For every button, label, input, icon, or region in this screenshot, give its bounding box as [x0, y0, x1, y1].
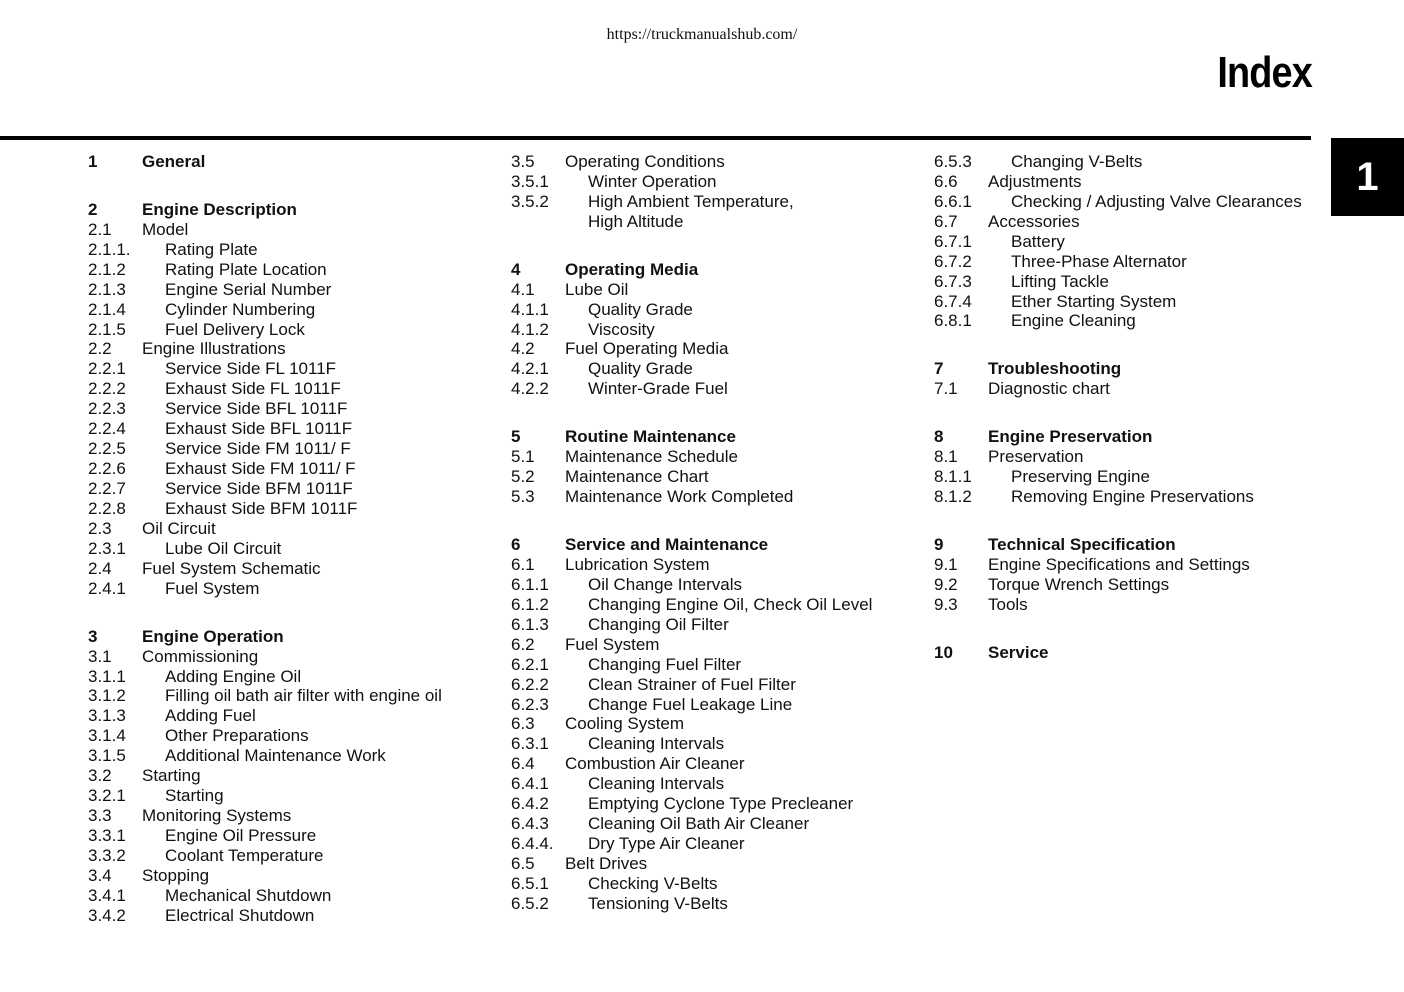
index-entry[interactable] [511, 615, 872, 635]
index-entry[interactable] [88, 886, 442, 906]
index-entry[interactable] [88, 379, 442, 399]
index-entry[interactable] [88, 220, 442, 240]
entry-number: 6.4 [511, 754, 535, 774]
entry-label: Technical Specification [988, 535, 1176, 555]
entry-number: 6.7.2 [934, 251, 972, 271]
entry-label: Winter Operation [588, 171, 717, 191]
entry-label: Changing Fuel Filter [588, 654, 742, 674]
index-entry[interactable] [511, 340, 872, 360]
entry-number: 2.1.5 [88, 319, 126, 339]
entry-label: Stopping [142, 865, 210, 885]
entry-label: Rating Plate [165, 239, 258, 259]
entry-label: Operating Conditions [565, 151, 725, 171]
index-entry[interactable] [511, 487, 872, 507]
entry-number: 2.2 [88, 339, 112, 359]
entry-label: Rating Plate Location [165, 259, 327, 279]
entry-label: Oil Circuit [142, 518, 216, 538]
section-gap [88, 599, 442, 627]
entry-label: Viscosity [588, 319, 655, 339]
section-gap [511, 232, 872, 260]
entry-label: Emptying Cyclone Type Precleaner [588, 794, 854, 814]
index-chapter-heading[interactable] [934, 427, 1302, 447]
index-entry[interactable] [511, 854, 872, 874]
index-entry[interactable] [511, 575, 872, 595]
index-entry[interactable] [511, 695, 872, 715]
entry-number: 6.2.1 [511, 654, 549, 674]
entry-label: Starting [142, 766, 201, 786]
entry-number: 8.1.1 [934, 467, 972, 487]
index-entry[interactable] [88, 300, 442, 320]
index-entry[interactable] [934, 555, 1302, 575]
entry-label: Dry Type Air Cleaner [588, 834, 745, 854]
entry-number: 2.1.2 [88, 259, 126, 279]
entry-label: Tools [988, 594, 1028, 614]
entry-number: 2.3 [88, 518, 112, 538]
entry-label: Lifting Tackle [1011, 271, 1109, 291]
index-entry[interactable] [511, 754, 872, 774]
index-entry[interactable] [88, 539, 442, 559]
entry-number: 6.4.2 [511, 794, 549, 814]
entry-number: 6.7 [934, 211, 958, 231]
entry-number: 6.5.2 [511, 893, 549, 913]
entry-number: 6.7.1 [934, 231, 972, 251]
index-chapter-heading[interactable] [88, 200, 442, 220]
index-entry[interactable] [88, 359, 442, 379]
entry-label: Engine Illustrations [142, 339, 286, 359]
entry-number: 8 [934, 427, 944, 447]
source-url: https://truckmanualshub.com/ [606, 26, 798, 43]
index-entry[interactable] [88, 846, 442, 866]
entry-number: 6.7.4 [934, 291, 972, 311]
entry-label: Fuel Operating Media [565, 339, 729, 359]
entry-number: 5.3 [511, 487, 535, 507]
entry-label: Cylinder Numbering [165, 299, 316, 319]
entry-number: 3.4.1 [88, 885, 126, 905]
entry-number: 6 [511, 535, 521, 555]
entry-label: Combustion Air Cleaner [565, 754, 745, 774]
entry-label: Quality Grade [588, 359, 693, 379]
entry-number: 1 [88, 151, 98, 171]
index-entry[interactable] [511, 794, 872, 814]
index-entry[interactable] [511, 212, 872, 232]
entry-number: 3.4 [88, 865, 112, 885]
entry-number: 6.1.2 [511, 594, 549, 614]
entry-label: Adding Engine Oil [165, 666, 302, 686]
entry-number: 3.1.3 [88, 706, 126, 726]
index-entry[interactable] [934, 272, 1302, 292]
entry-label: Starting [165, 786, 224, 806]
page-title: Index [1217, 48, 1312, 97]
entry-number: 2.2.5 [88, 439, 126, 459]
entry-number: 2.1.3 [88, 279, 126, 299]
entry-label: Mechanical Shutdown [165, 885, 332, 905]
entry-label: Fuel System Schematic [142, 558, 321, 578]
index-entry[interactable] [934, 467, 1302, 487]
index-entry[interactable] [88, 647, 442, 667]
entry-number: 6.3 [511, 714, 535, 734]
entry-number: 3.1.5 [88, 746, 126, 766]
index-entry[interactable] [88, 786, 442, 806]
entry-label: Service [988, 642, 1049, 662]
entry-number: 3.4.2 [88, 905, 126, 925]
entry-label: Cleaning Intervals [588, 774, 725, 794]
index-entry[interactable] [88, 280, 442, 300]
entry-label: Lubrication System [565, 554, 710, 574]
entry-number: 6.1.3 [511, 614, 549, 634]
index-entry[interactable] [88, 667, 442, 687]
entry-number: 2.2.6 [88, 459, 126, 479]
entry-label: Maintenance Schedule [565, 447, 738, 467]
entry-number: 5.1 [511, 447, 535, 467]
entry-number: 4.1.2 [511, 319, 549, 339]
entry-label: Service Side BFM 1011F [165, 479, 353, 499]
entry-label: Monitoring Systems [142, 806, 292, 826]
entry-number: 5.2 [511, 467, 535, 487]
index-chapter-heading[interactable] [934, 535, 1302, 555]
entry-number: 6.6.1 [934, 191, 972, 211]
entry-label: Engine Oil Pressure [165, 826, 317, 846]
entry-number: 9.1 [934, 554, 958, 574]
entry-number: 6.8.1 [934, 311, 972, 331]
entry-label: Filling oil bath air filter with engine oil [165, 686, 442, 706]
entry-label: Torque Wrench Settings [988, 574, 1170, 594]
index-entry[interactable] [88, 906, 442, 926]
entry-number: 4.2 [511, 339, 535, 359]
index-entry[interactable] [934, 152, 1302, 172]
entry-label: High Ambient Temperature, [588, 191, 794, 211]
entry-label: Belt Drives [565, 854, 648, 874]
entry-label: Commissioning [142, 646, 259, 666]
entry-label: Service Side BFL 1011F [165, 399, 348, 419]
entry-label: Fuel System [165, 578, 260, 598]
index-entry[interactable] [511, 447, 872, 467]
index-entry[interactable] [511, 300, 872, 320]
index-entry[interactable] [88, 559, 442, 579]
entry-label: Cooling System [565, 714, 685, 734]
entry-number: 6.4.3 [511, 814, 549, 834]
index-entry[interactable] [88, 806, 442, 826]
entry-label: Additional Maintenance Work [165, 746, 386, 766]
entry-number: 2.2.3 [88, 399, 126, 419]
entry-label: Three-Phase Alternator [1011, 251, 1187, 271]
section-gap [934, 331, 1302, 359]
entry-number: 9.3 [934, 594, 958, 614]
entry-number: 3.1.1 [88, 666, 126, 686]
index-entry[interactable] [88, 240, 442, 260]
entry-number: 3.1 [88, 646, 112, 666]
chapter-tab: 1 [1331, 138, 1404, 216]
entry-number: 9 [934, 535, 944, 555]
entry-number: 6.3.1 [511, 734, 549, 754]
index-chapter-heading[interactable] [511, 535, 872, 555]
entry-label: Removing Engine Preservations [1011, 487, 1254, 507]
index-entry[interactable] [934, 379, 1302, 399]
entry-label: Winter-Grade Fuel [588, 379, 728, 399]
index-entry[interactable] [88, 519, 442, 539]
entry-number: 2.2.4 [88, 419, 126, 439]
entry-number: 6.2.2 [511, 674, 549, 694]
entry-label: Change Fuel Leakage Line [588, 694, 793, 714]
index-entry[interactable] [934, 487, 1302, 507]
entry-number: 8.1.2 [934, 487, 972, 507]
entry-label: Lube Oil [565, 279, 629, 299]
entry-label: Accessories [988, 211, 1080, 231]
entry-label: Changing Oil Filter [588, 614, 729, 634]
entry-label: General [142, 151, 206, 171]
index-entry[interactable] [934, 252, 1302, 272]
entry-label: Maintenance Work Completed [565, 487, 794, 507]
index-entry[interactable] [934, 192, 1302, 212]
index-entry[interactable] [934, 312, 1302, 332]
entry-label: Service Side FL 1011F [165, 359, 337, 379]
entry-label: Model [142, 219, 189, 239]
index-entry[interactable] [511, 834, 872, 854]
entry-number: 3.2.1 [88, 786, 126, 806]
entry-label: Adjustments [988, 171, 1082, 191]
index-entry[interactable] [511, 172, 872, 192]
entry-number: 6.1 [511, 554, 535, 574]
entry-label: Exhaust Side BFL 1011F [165, 419, 353, 439]
index-entry[interactable] [934, 447, 1302, 467]
entry-number: 6.4.4. [511, 834, 554, 854]
entry-number: 6.2.3 [511, 694, 549, 714]
entry-label: Preservation [988, 447, 1084, 467]
index-entry[interactable] [88, 479, 442, 499]
index-entry[interactable] [511, 774, 872, 794]
entry-label: Engine Serial Number [165, 279, 332, 299]
entry-number: 2.2.1 [88, 359, 126, 379]
entry-label: Engine Cleaning [1011, 311, 1136, 331]
header-rule [0, 136, 1311, 140]
index-entry[interactable] [934, 575, 1302, 595]
entry-number: 3.1.4 [88, 726, 126, 746]
entry-number: 6.1.1 [511, 574, 549, 594]
entry-label: Coolant Temperature [165, 845, 324, 865]
entry-label: Exhaust Side BFM 1011F [165, 498, 358, 518]
entry-label: Clean Strainer of Fuel Filter [588, 674, 796, 694]
entry-label: Electrical Shutdown [165, 905, 315, 925]
entry-label: Maintenance Chart [565, 467, 709, 487]
index-chapter-heading[interactable] [88, 152, 442, 172]
entry-label: Checking / Adjusting Valve Clearances [1011, 191, 1302, 211]
index-column-2 [511, 152, 872, 914]
index-entry[interactable] [511, 192, 872, 212]
index-entry[interactable] [511, 894, 872, 914]
entry-number: 3.3.1 [88, 826, 126, 846]
index-entry[interactable] [88, 399, 442, 419]
entry-number: 4.1.1 [511, 299, 549, 319]
entry-number: 3.5 [511, 151, 535, 171]
entry-number: 3 [88, 626, 98, 646]
entry-number: 6.5.3 [934, 151, 972, 171]
index-chapter-heading[interactable] [934, 359, 1302, 379]
entry-number: 9.2 [934, 574, 958, 594]
section-gap [511, 399, 872, 427]
index-entry[interactable] [88, 340, 442, 360]
section-gap [934, 507, 1302, 535]
section-gap [934, 615, 1302, 643]
entry-number: 3.1.2 [88, 686, 126, 706]
index-entry[interactable] [934, 232, 1302, 252]
entry-label: Cleaning Intervals [588, 734, 725, 754]
entry-label: Diagnostic chart [988, 379, 1110, 399]
entry-number: 2.1.4 [88, 299, 126, 319]
index-entry[interactable] [88, 826, 442, 846]
index-entry[interactable] [88, 320, 442, 340]
index-entry[interactable] [88, 579, 442, 599]
index-entry[interactable] [511, 595, 872, 615]
entry-number: 2.3.1 [88, 538, 126, 558]
entry-label: Cleaning Oil Bath Air Cleaner [588, 814, 810, 834]
entry-label: Tensioning V-Belts [588, 893, 728, 913]
entry-label: Checking V-Belts [588, 873, 718, 893]
entry-label: Adding Fuel [165, 706, 256, 726]
index-entry[interactable] [511, 675, 872, 695]
index-entry[interactable] [88, 459, 442, 479]
entry-label: Changing V-Belts [1011, 151, 1143, 171]
entry-label: Battery [1011, 231, 1065, 251]
index-chapter-heading[interactable] [511, 260, 872, 280]
entry-label: Engine Description [142, 199, 297, 219]
index-entry[interactable] [511, 874, 872, 894]
entry-label: Routine Maintenance [565, 427, 736, 447]
section-gap [934, 399, 1302, 427]
entry-label: Service Side FM 1011/ F [165, 439, 351, 459]
index-entry[interactable] [88, 746, 442, 766]
entry-number: 4.2.1 [511, 359, 549, 379]
index-entry[interactable] [511, 152, 872, 172]
index-entry[interactable] [511, 359, 872, 379]
index-entry[interactable] [511, 467, 872, 487]
index-entry[interactable] [934, 212, 1302, 232]
index-entry[interactable] [88, 766, 442, 786]
entry-label: Lube Oil Circuit [165, 538, 282, 558]
entry-number: 4 [511, 259, 521, 279]
entry-number: 7.1 [934, 379, 958, 399]
entry-label: Other Preparations [165, 726, 309, 746]
section-gap [511, 507, 872, 535]
index-entry[interactable] [511, 320, 872, 340]
entry-number: 2 [88, 199, 98, 219]
index-entry[interactable] [88, 687, 442, 707]
index-entry[interactable] [88, 419, 442, 439]
index-entry[interactable] [88, 726, 442, 746]
entry-label: Service and Maintenance [565, 535, 769, 555]
index-chapter-heading[interactable] [88, 627, 442, 647]
index-entry[interactable] [511, 555, 872, 575]
entry-number: 4.1 [511, 279, 535, 299]
entry-label: Troubleshooting [988, 359, 1122, 379]
entry-number: 6.6 [934, 171, 958, 191]
entry-label: Changing Engine Oil, Check Oil Level [588, 594, 873, 614]
entry-number: 3.3 [88, 806, 112, 826]
entry-number: 6.2 [511, 634, 535, 654]
entry-number: 6.4.1 [511, 774, 549, 794]
entry-number: 2.1.1. [88, 239, 131, 259]
entry-label: Preserving Engine [1011, 467, 1150, 487]
entry-label: High Altitude [588, 211, 684, 231]
entry-number: 3.5.2 [511, 191, 549, 211]
index-entry[interactable] [88, 499, 442, 519]
entry-label: Oil Change Intervals [588, 574, 743, 594]
index-entry[interactable] [511, 715, 872, 735]
entry-number: 2.2.2 [88, 379, 126, 399]
entry-number: 10 [934, 642, 953, 662]
entry-number: 3.2 [88, 766, 112, 786]
entry-number: 3.5.1 [511, 171, 549, 191]
entry-label: Engine Specifications and Settings [988, 554, 1250, 574]
entry-number: 5 [511, 427, 521, 447]
entry-label: Exhaust Side FM 1011/ F [165, 459, 356, 479]
entry-number: 6.5 [511, 854, 535, 874]
index-entry[interactable] [934, 292, 1302, 312]
index-chapter-heading[interactable] [934, 643, 1302, 663]
index-entry[interactable] [511, 814, 872, 834]
entry-number: 6.7.3 [934, 271, 972, 291]
index-entry[interactable] [934, 595, 1302, 615]
index-entry[interactable] [88, 706, 442, 726]
index-column-3 [934, 152, 1302, 663]
entry-number: 4.2.2 [511, 379, 549, 399]
entry-label: Engine Preservation [988, 427, 1153, 447]
index-entry[interactable] [511, 379, 872, 399]
entry-number: 8.1 [934, 447, 958, 467]
entry-label: Engine Operation [142, 626, 284, 646]
entry-number: 2.2.7 [88, 479, 126, 499]
index-entry[interactable] [88, 439, 442, 459]
index-entry[interactable] [511, 655, 872, 675]
entry-label: Fuel System [565, 634, 660, 654]
entry-number: 2.1 [88, 219, 112, 239]
entry-number: 2.4.1 [88, 578, 126, 598]
entry-label: Ether Starting System [1011, 291, 1177, 311]
entry-number: 3.3.2 [88, 845, 126, 865]
index-column-1 [88, 152, 442, 926]
index-entry[interactable] [511, 280, 872, 300]
section-gap [88, 172, 442, 200]
index-entry[interactable] [88, 866, 442, 886]
index-chapter-heading[interactable] [511, 427, 872, 447]
index-entry[interactable] [511, 734, 872, 754]
index-entry[interactable] [88, 260, 442, 280]
entry-label: Exhaust Side FL 1011F [165, 379, 341, 399]
entry-label: Fuel Delivery Lock [165, 319, 305, 339]
entry-number: 7 [934, 359, 944, 379]
entry-number: 2.4 [88, 558, 112, 578]
entry-label: Quality Grade [588, 299, 693, 319]
index-entry[interactable] [511, 635, 872, 655]
entry-label: Operating Media [565, 259, 699, 279]
index-entry[interactable] [934, 172, 1302, 192]
entry-number: 6.5.1 [511, 873, 549, 893]
entry-number: 2.2.8 [88, 498, 126, 518]
